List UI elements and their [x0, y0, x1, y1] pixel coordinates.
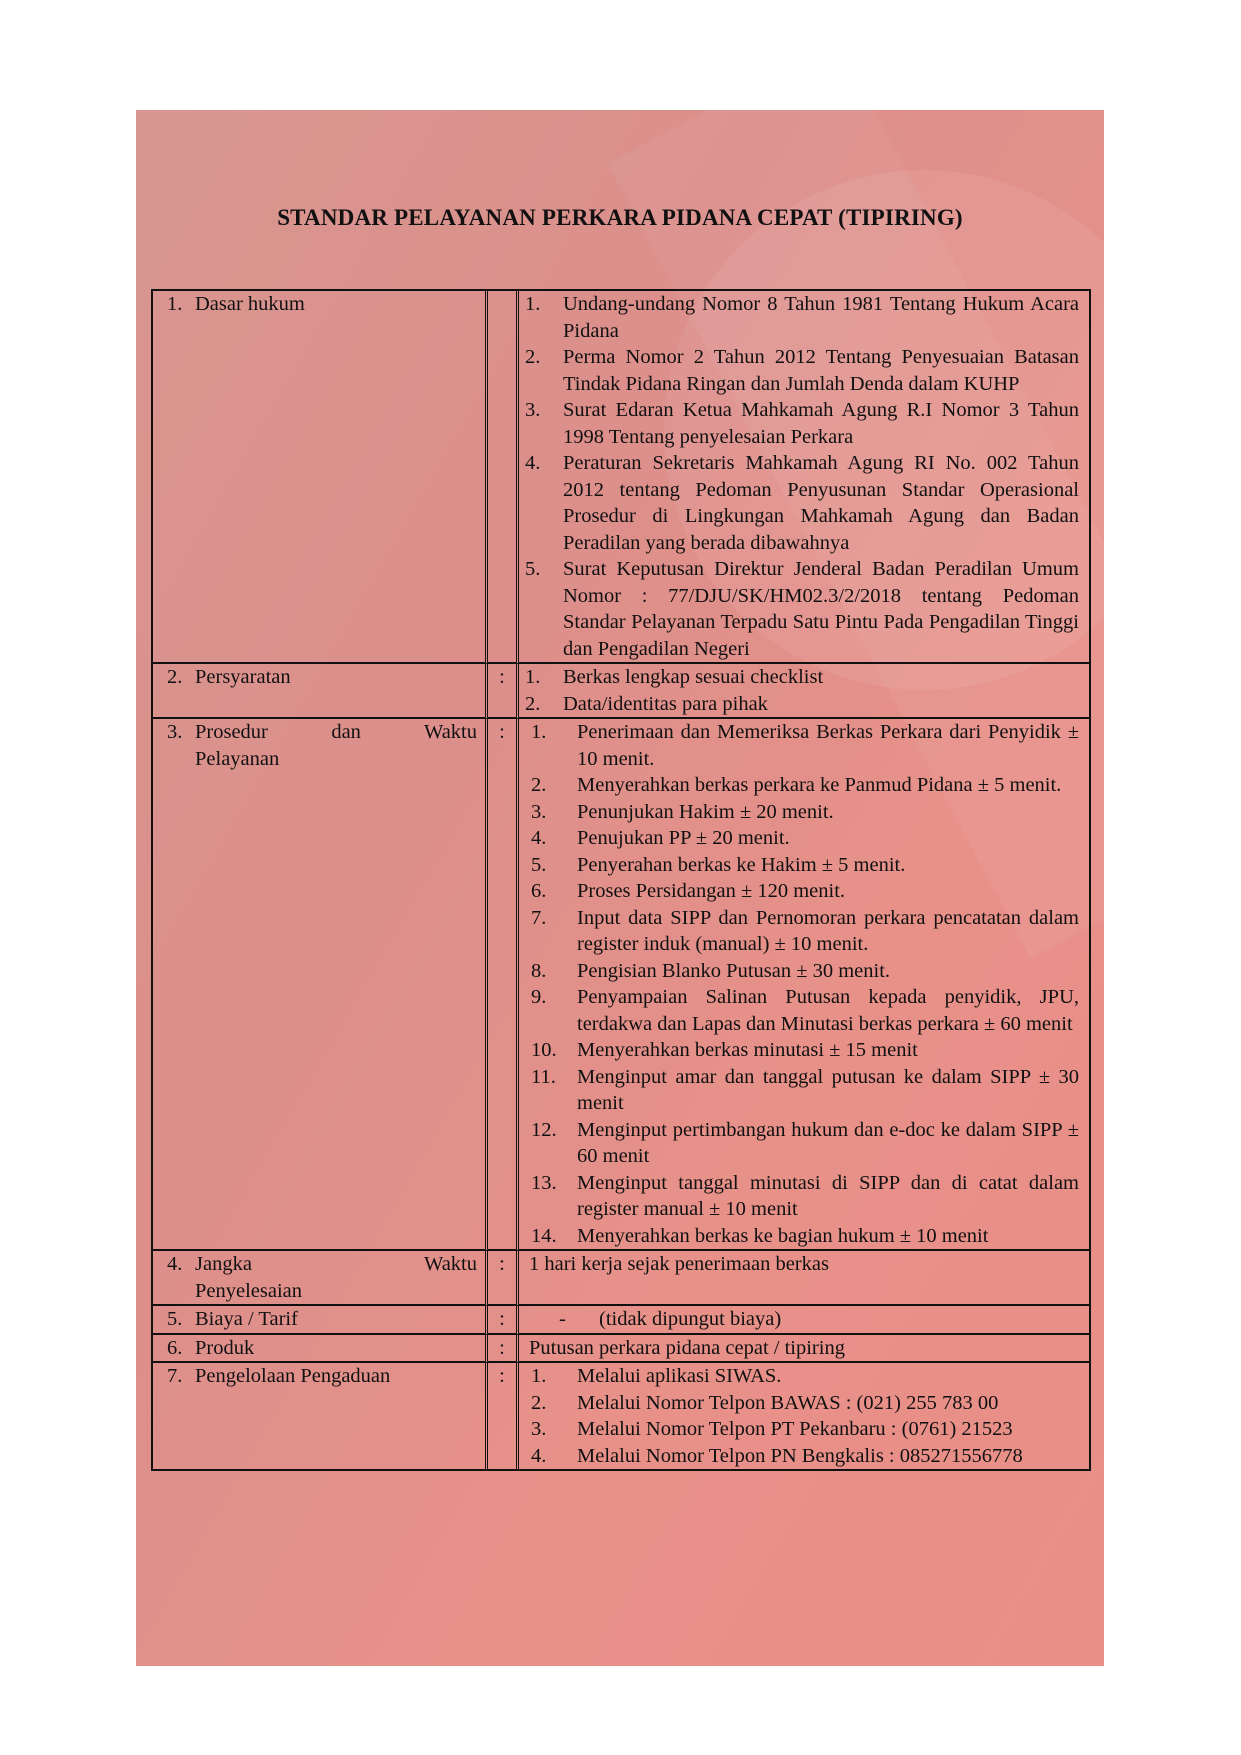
service-standard-table	[151, 289, 1091, 1471]
list-item: 5. Penyerahan berkas ke Hakim ± 5 menit.	[531, 853, 906, 876]
list-item: 3. Penunjukan Hakim ± 20 menit.	[531, 800, 834, 823]
row-value-cell	[519, 1251, 1089, 1306]
list-item: 1. Penerimaan dan Memeriksa Berkas Perkara dari Penyidik ± 10 menit.	[531, 721, 1079, 770]
list-item: 3. Melalui Nomor Telpon PT Pekanbaru : (0761) 21523	[531, 1418, 1013, 1440]
row-value: Putusan perkara pidana cepat / tipiring	[529, 1336, 845, 1359]
list-item: 2. Melalui Nomor Telpon BAWAS : (021) 255 783 00	[531, 1391, 999, 1414]
row-label: Persyaratan	[195, 666, 291, 688]
row-label: Jangka Waktu Penyelesaian	[195, 1253, 477, 1302]
list-item: 2. Perma Nomor 2 Tahun 2012 Tentang Penyesuaian Batasan Tindak Pidana Ringan dan Jumlah Denda dalam KUHP	[525, 346, 1079, 395]
list-item: 3. Surat Edaran Ketua Mahkamah Agung R.I Nomor 3 Tahun 1998 Tentang penyelesaian Perkara	[525, 399, 1079, 448]
list-item: 1. Undang-undang Nomor 8 Tahun 1981 Tentang Hukum Acara Pidana	[525, 293, 1079, 342]
row-label: Produk	[195, 1336, 255, 1359]
colon-cell: :	[488, 664, 519, 719]
row-label: Prosedur dan Waktu Pelayanan	[195, 721, 477, 770]
list-item: 8. Pengisian Blanko Putusan ± 30 menit.	[531, 959, 891, 982]
table-row	[153, 1251, 1089, 1306]
table-row	[153, 664, 1089, 719]
row-label-cell	[153, 1335, 488, 1364]
row-number: 2.	[167, 666, 183, 688]
table-row	[153, 1363, 1089, 1469]
list-item: 4. Melalui Nomor Telpon PN Bengkalis : 085271556778	[531, 1444, 1023, 1467]
row-number: 4.	[167, 1253, 183, 1275]
row-label-cell	[153, 1363, 488, 1469]
list-item: 9. Penyampaian Salinan Putusan kepada penyidik, JPU, terdakwa dan Lapas dan Minutasi berkas perkara ± 60 menit	[531, 986, 1079, 1035]
row-value-cell	[519, 664, 1089, 719]
list-item: 2. Data/identitas para pihak	[525, 692, 768, 715]
table-row	[153, 719, 1089, 1251]
table-row	[153, 1306, 1089, 1335]
colon-cell: :	[488, 1251, 519, 1306]
row-number: 3.	[167, 721, 183, 743]
list-item: 10. Menyerahkan berkas minutasi ± 15 menit	[531, 1039, 918, 1061]
row-number: 1.	[167, 293, 183, 315]
row-label-cell	[153, 719, 488, 1251]
colon-cell: :	[488, 1335, 519, 1364]
row-label: Dasar hukum	[195, 293, 305, 315]
colon-cell	[488, 291, 519, 664]
row-value-cell	[519, 1306, 1089, 1335]
list-item: 4. Peraturan Sekretaris Mahkamah Agung RI No. 002 Tahun 2012 tentang Pedoman Penyusunan Standar Operasional Prosedur di Lingkungan Mahkamah Agung dan Badan Peradilan yang berada dibawahnya	[525, 452, 1079, 554]
row-value-cell	[519, 719, 1089, 1251]
row-label-cell	[153, 1251, 488, 1306]
table-row	[153, 1335, 1089, 1364]
row-label: Biaya / Tarif	[195, 1308, 298, 1330]
list-item: 2. Menyerahkan berkas perkara ke Panmud Pidana ± 5 menit.	[531, 774, 1062, 796]
row-value-cell	[519, 291, 1089, 664]
row-value-cell	[519, 1335, 1089, 1364]
list-item: 4. Penujukan PP ± 20 menit.	[531, 827, 790, 849]
colon-cell: :	[488, 719, 519, 1251]
list-item: 14. Menyerahkan berkas ke bagian hukum ± 10 menit	[531, 1224, 989, 1247]
list-item: 1. Melalui aplikasi SIWAS.	[531, 1365, 782, 1387]
list-item: 5. Surat Keputusan Direktur Jenderal Badan Peradilan Umum Nomor : 77/DJU/SK/HM02.3/2/2018 tentang Pedoman Standar Pelayanan Terpadu Satu Pintu Pada Pengadilan Tinggi dan Pengadilan Negeri	[525, 558, 1079, 660]
row-value: - (tidak dipungut biaya)	[559, 1308, 782, 1330]
row-number: 6.	[167, 1336, 183, 1359]
list-item: 12. Menginput pertimbangan hukum dan e-doc ke dalam SIPP ± 60 menit	[531, 1118, 1079, 1167]
list-item: 1. Berkas lengkap sesuai checklist	[525, 666, 824, 688]
row-value: 1 hari kerja sejak penerimaan berkas	[529, 1253, 829, 1275]
row-label-cell	[153, 664, 488, 719]
list-item: 13. Menginput tanggal minutasi di SIPP dan di catat dalam register manual ± 10 menit	[531, 1171, 1079, 1220]
table-row	[153, 291, 1089, 664]
row-value-cell	[519, 1363, 1089, 1469]
document-title: STANDAR PELAYANAN PERKARA PIDANA CEPAT (TIPIRING)	[277, 205, 963, 230]
list-item: 11. Menginput amar dan tanggal putusan ke dalam SIPP ± 30 menit	[531, 1065, 1079, 1114]
colon-cell: :	[488, 1306, 519, 1335]
colon-cell: :	[488, 1363, 519, 1469]
list-item: 6. Proses Persidangan ± 120 menit.	[531, 880, 846, 902]
list-item: 7. Input data SIPP dan Pernomoran perkara pencatatan dalam register induk (manual) ± 10 menit.	[531, 906, 1079, 955]
row-label: Pengelolaan Pengaduan	[195, 1365, 391, 1387]
row-label-cell	[153, 291, 488, 664]
row-label-cell	[153, 1306, 488, 1335]
row-number: 7.	[167, 1365, 183, 1387]
row-number: 5.	[167, 1308, 183, 1330]
